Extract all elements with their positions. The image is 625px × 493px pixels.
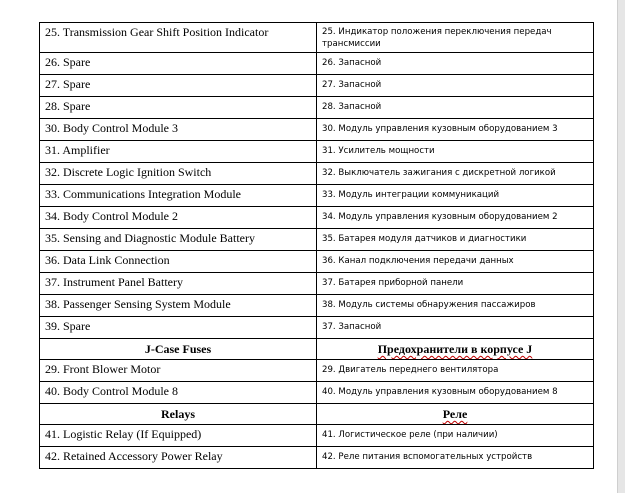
russian-cell: 37. Запасной [317, 317, 594, 339]
table-row [40, 207, 594, 229]
fuse-table [39, 22, 594, 469]
table-row [40, 273, 594, 295]
table-row [40, 75, 594, 97]
english-cell: 29. Front Blower Motor [40, 360, 317, 382]
table-row [40, 382, 594, 404]
russian-cell: 27. Запасной [317, 75, 594, 97]
english-cell: 26. Spare [40, 53, 317, 75]
jcase-heading-ru [317, 339, 594, 360]
english-cell: 33. Communications Integration Module [40, 185, 317, 207]
english-cell: 42. Retained Accessory Power Relay [40, 447, 317, 469]
russian-cell: 26. Запасной [317, 53, 594, 75]
russian-cell: 29. Двигатель переднего вентилятора [317, 360, 594, 382]
table-row [40, 295, 594, 317]
english-cell: 32. Discrete Logic Ignition Switch [40, 163, 317, 185]
russian-cell: 25. Индикатор положения переключения передач трансмиссии [317, 23, 594, 53]
table-row [40, 229, 594, 251]
table-row [40, 447, 594, 469]
english-cell: 40. Body Control Module 8 [40, 382, 317, 404]
relays-heading-ru [317, 404, 594, 425]
english-cell: 25. Transmission Gear Shift Position Indicator [40, 23, 317, 53]
russian-cell: 30. Модуль управления кузовным оборудованием 3 [317, 119, 594, 141]
english-cell: 34. Body Control Module 2 [40, 207, 317, 229]
english-cell: 28. Spare [40, 97, 317, 119]
russian-cell: 41. Логистическое реле (при наличии) [317, 425, 594, 447]
russian-cell: 37. Батарея приборной панели [317, 273, 594, 295]
russian-cell: 28. Запасной [317, 97, 594, 119]
russian-cell: 35. Батарея модуля датчиков и диагностики [317, 229, 594, 251]
section-heading-row [40, 339, 594, 360]
table-row [40, 163, 594, 185]
jcase-heading-en: J-Case Fuses [40, 339, 317, 360]
relays-heading-en: Relays [40, 404, 317, 425]
russian-cell: 40. Модуль управления кузовным оборудованием 8 [317, 382, 594, 404]
english-cell: 27. Spare [40, 75, 317, 97]
english-cell: 37. Instrument Panel Battery [40, 273, 317, 295]
section-heading-row [40, 404, 594, 425]
english-cell: 41. Logistic Relay (If Equipped) [40, 425, 317, 447]
russian-cell: 32. Выключатель зажигания с дискретной логикой [317, 163, 594, 185]
table-row [40, 317, 594, 339]
russian-cell: 38. Модуль системы обнаружения пассажиров [317, 295, 594, 317]
table-row [40, 185, 594, 207]
english-cell: 31. Amplifier [40, 141, 317, 163]
english-cell: 38. Passenger Sensing System Module [40, 295, 317, 317]
relays-heading-ru-text: Реле [442, 407, 468, 421]
table-row [40, 119, 594, 141]
russian-cell: 36. Канал подключения передачи данных [317, 251, 594, 273]
table-row [40, 97, 594, 119]
english-cell: 39. Spare [40, 317, 317, 339]
russian-cell: 42. Реле питания вспомогательных устройств [317, 447, 594, 469]
jcase-heading-ru-text: Предохранители в корпусе J [377, 342, 533, 356]
table-row [40, 251, 594, 273]
english-cell: 35. Sensing and Diagnostic Module Battery [40, 229, 317, 251]
table-row [40, 360, 594, 382]
table-row [40, 425, 594, 447]
russian-cell: 34. Модуль управления кузовным оборудованием 2 [317, 207, 594, 229]
table-row [40, 53, 594, 75]
english-cell: 30. Body Control Module 3 [40, 119, 317, 141]
russian-cell: 33. Модуль интеграции коммуникаций [317, 185, 594, 207]
table-row [40, 141, 594, 163]
russian-cell: 31. Усилитель мощности [317, 141, 594, 163]
english-cell: 36. Data Link Connection [40, 251, 317, 273]
table-row [40, 23, 594, 53]
